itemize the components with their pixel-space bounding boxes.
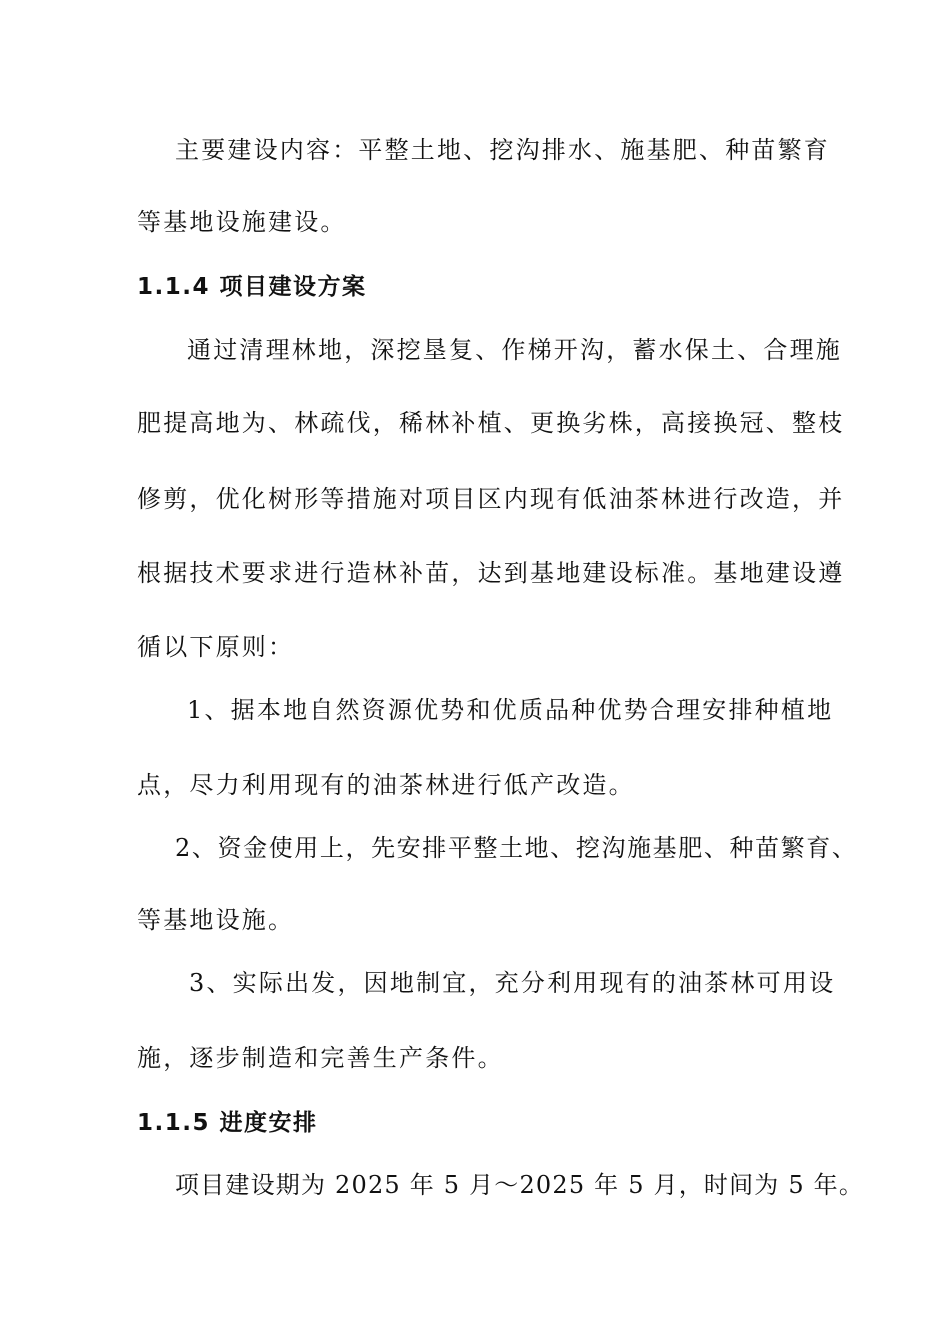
paragraph-line: 修剪，优化树形等措施对项目区内现有低油茶林进行改造，并: [137, 485, 845, 513]
paragraph-line: 点，尽力利用现有的油茶林进行低产改造。: [137, 771, 635, 799]
section-heading-1-1-4: 1.1.4 项目建设方案: [137, 274, 367, 300]
list-item-1: 1、据本地自然资源优势和优质品种优势合理安排种植地: [187, 696, 834, 724]
paragraph-line: 肥提高地为、林疏伐，稀林补植、更换劣株，高接换冠、整枝: [137, 409, 845, 437]
list-item-3: 3、实际出发，因地制宜，充分利用现有的油茶林可用设: [189, 969, 836, 997]
paragraph-line: 根据技术要求进行造林补苗，达到基地建设标准。基地建设遵: [137, 559, 845, 587]
list-item-2: 2、资金使用上，先安排平整土地、挖沟施基肥、种苗繁育、: [175, 834, 858, 862]
section-heading-1-1-5: 1.1.5 进度安排: [137, 1110, 318, 1136]
paragraph-line: 项目建设期为 2025 年 5 月～2025 年 5 月，时间为 5 年。: [175, 1171, 865, 1199]
paragraph-line: 等基地设施建设。: [137, 208, 347, 236]
paragraph-line: 循以下原则：: [137, 633, 295, 661]
paragraph-line: 通过清理林地，深挖垦复、作梯开沟，蓄水保土、合理施: [187, 336, 842, 364]
paragraph-line: 等基地设施。: [137, 906, 295, 934]
paragraph-line: 施，逐步制造和完善生产条件。: [137, 1044, 504, 1072]
paragraph-line: 主要建设内容：平整土地、挖沟排水、施基肥、种苗繁育: [175, 136, 830, 164]
